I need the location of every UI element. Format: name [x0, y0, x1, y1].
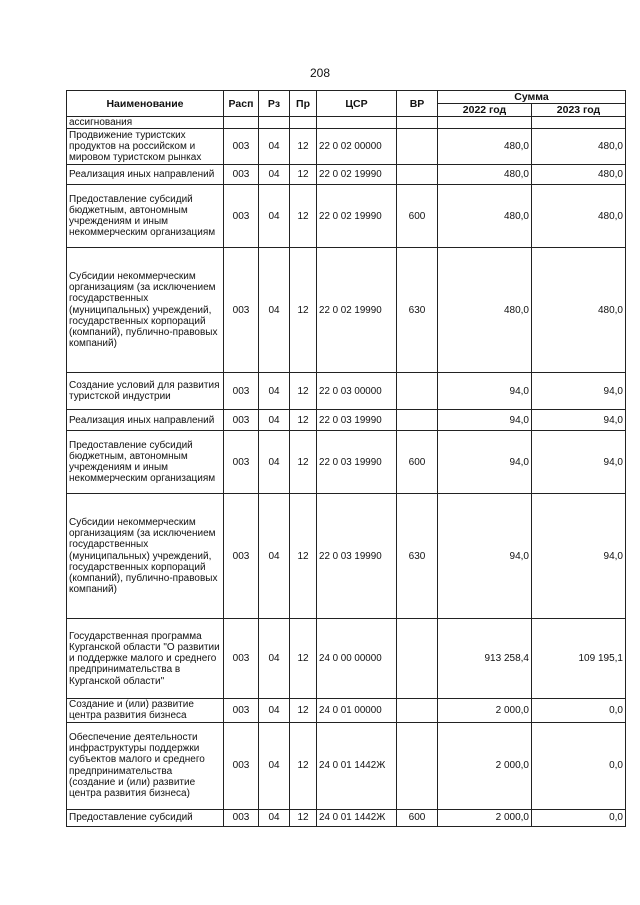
table-header-row — [67, 91, 626, 104]
cell-vr — [397, 129, 438, 165]
cell-sum-2023: 0,0 — [532, 722, 626, 809]
cell-sum-2022: 2 000,0 — [438, 722, 532, 809]
cell-pr: 12 — [290, 129, 317, 165]
cell-name: Предоставление субсидий бюджетным, автономным учреждениям и иным некоммерческим организациям — [67, 431, 224, 494]
cell-vr: 600 — [397, 809, 438, 826]
cell-name: Предоставление субсидий бюджетным, автономным учреждениям и иным некоммерческим организациям — [67, 185, 224, 248]
table-row — [67, 722, 626, 809]
cell-sum-2022: 480,0 — [438, 129, 532, 165]
table-row — [67, 619, 626, 699]
cell-sum-2023: 480,0 — [532, 185, 626, 248]
cell-rasp: 003 — [224, 129, 259, 165]
cell-rz: 04 — [259, 722, 290, 809]
header-pr: Пр — [290, 91, 317, 117]
cell-vr: 630 — [397, 494, 438, 619]
cell-rz: 04 — [259, 619, 290, 699]
cell-rasp: 003 — [224, 431, 259, 494]
header-year-2023: 2023 год — [532, 104, 626, 117]
cell-vr — [397, 619, 438, 699]
cell-rz: 04 — [259, 165, 290, 185]
cell-vr — [397, 699, 438, 722]
cell-csr: 22 0 03 19990 — [317, 431, 397, 494]
cell-sum-2023: 0,0 — [532, 699, 626, 722]
cell-rasp — [224, 117, 259, 129]
cell-csr: 22 0 03 19990 — [317, 410, 397, 431]
cell-name: Создание и (или) развитие центра развития бизнеса — [67, 699, 224, 722]
cell-sum-2022: 94,0 — [438, 431, 532, 494]
cell-rz: 04 — [259, 248, 290, 373]
cell-vr — [397, 165, 438, 185]
cell-csr: 22 0 02 19990 — [317, 185, 397, 248]
cell-sum-2023: 94,0 — [532, 494, 626, 619]
cell-pr: 12 — [290, 248, 317, 373]
cell-sum-2023: 109 195,1 — [532, 619, 626, 699]
cell-pr: 12 — [290, 619, 317, 699]
header-vr: ВР — [397, 91, 438, 117]
cell-rasp: 003 — [224, 410, 259, 431]
cell-rasp: 003 — [224, 373, 259, 410]
table-row — [67, 410, 626, 431]
header-rasp: Расп — [224, 91, 259, 117]
table-row — [67, 185, 626, 248]
cell-sum-2022: 480,0 — [438, 185, 532, 248]
cell-rasp: 003 — [224, 699, 259, 722]
cell-csr: 22 0 02 00000 — [317, 129, 397, 165]
cell-sum-2022: 480,0 — [438, 248, 532, 373]
cell-csr: 22 0 03 00000 — [317, 373, 397, 410]
cell-sum-2023: 480,0 — [532, 129, 626, 165]
table-row — [67, 248, 626, 373]
cell-pr: 12 — [290, 165, 317, 185]
header-name: Наименование — [67, 91, 224, 117]
cell-rz — [259, 117, 290, 129]
cell-sum-2023: 94,0 — [532, 373, 626, 410]
cell-sum-2023: 480,0 — [532, 248, 626, 373]
cell-sum-2022: 94,0 — [438, 494, 532, 619]
cell-csr: 22 0 02 19990 — [317, 248, 397, 373]
header-csr: ЦСР — [317, 91, 397, 117]
cell-name: Создание условий для развития туристской индустрии — [67, 373, 224, 410]
cell-name: Предоставление субсидий — [67, 809, 224, 826]
cell-rasp: 003 — [224, 722, 259, 809]
table-row — [67, 809, 626, 826]
cell-sum-2023 — [532, 117, 626, 129]
cell-name: Государственная программа Курганской области "О развитии и поддержке малого и среднего предпринимательства в Курганской области" — [67, 619, 224, 699]
cell-name: Реализация иных направлений — [67, 410, 224, 431]
cell-name: Реализация иных направлений — [67, 165, 224, 185]
cell-rasp: 003 — [224, 248, 259, 373]
cell-vr — [397, 722, 438, 809]
table-row — [67, 373, 626, 410]
table-row — [67, 699, 626, 722]
cell-rz: 04 — [259, 373, 290, 410]
cell-rasp: 003 — [224, 809, 259, 826]
cell-sum-2023: 94,0 — [532, 410, 626, 431]
cell-vr — [397, 117, 438, 129]
cell-sum-2023: 0,0 — [532, 809, 626, 826]
cell-csr: 24 0 01 00000 — [317, 699, 397, 722]
table-row — [67, 494, 626, 619]
cell-sum-2022 — [438, 117, 532, 129]
cell-name: Продвижение туристских продуктов на российском и мировом туристском рынках — [67, 129, 224, 165]
cell-sum-2022: 913 258,4 — [438, 619, 532, 699]
cell-vr: 600 — [397, 431, 438, 494]
cell-vr — [397, 373, 438, 410]
cell-sum-2022: 94,0 — [438, 410, 532, 431]
cell-sum-2022: 480,0 — [438, 165, 532, 185]
cell-rasp: 003 — [224, 165, 259, 185]
cell-csr — [317, 117, 397, 129]
cell-name: Субсидии некоммерческим организациям (за исключением государственных (муниципальных) учреждений, государственных корпораций (компаний), публично-правовых компаний) — [67, 494, 224, 619]
cell-name: Обеспечение деятельности инфраструктуры поддержки субъектов малого и среднего предпринимательства (создание и (или) развитие центра развития бизнеса) — [67, 722, 224, 809]
cell-rz: 04 — [259, 129, 290, 165]
table-row — [67, 117, 626, 129]
cell-rasp: 003 — [224, 619, 259, 699]
cell-csr: 24 0 01 1442Ж — [317, 809, 397, 826]
cell-pr: 12 — [290, 494, 317, 619]
cell-name: Субсидии некоммерческим организациям (за исключением государственных (муниципальных) учреждений, государственных корпораций (компаний), публично-правовых компаний) — [67, 248, 224, 373]
cell-rasp: 003 — [224, 494, 259, 619]
cell-csr: 22 0 02 19990 — [317, 165, 397, 185]
cell-rz: 04 — [259, 809, 290, 826]
cell-rz: 04 — [259, 410, 290, 431]
cell-pr: 12 — [290, 373, 317, 410]
cell-sum-2022: 94,0 — [438, 373, 532, 410]
cell-vr — [397, 410, 438, 431]
header-year-2022: 2022 год — [438, 104, 532, 117]
cell-pr — [290, 117, 317, 129]
budget-table — [66, 90, 626, 827]
cell-pr: 12 — [290, 809, 317, 826]
cell-rz: 04 — [259, 494, 290, 619]
cell-pr: 12 — [290, 699, 317, 722]
cell-rz: 04 — [259, 431, 290, 494]
cell-vr: 600 — [397, 185, 438, 248]
table-row — [67, 129, 626, 165]
cell-sum-2023: 480,0 — [532, 165, 626, 185]
cell-csr: 24 0 01 1442Ж — [317, 722, 397, 809]
cell-sum-2023: 94,0 — [532, 431, 626, 494]
header-sum: Сумма — [438, 91, 626, 104]
cell-rasp: 003 — [224, 185, 259, 248]
cell-vr: 630 — [397, 248, 438, 373]
cell-csr: 24 0 00 00000 — [317, 619, 397, 699]
cell-pr: 12 — [290, 722, 317, 809]
page-number: 208 — [309, 66, 331, 80]
cell-name: ассигнования — [67, 117, 224, 129]
cell-pr: 12 — [290, 410, 317, 431]
cell-rz: 04 — [259, 699, 290, 722]
cell-pr: 12 — [290, 431, 317, 494]
cell-csr: 22 0 03 19990 — [317, 494, 397, 619]
table-row — [67, 431, 626, 494]
cell-rz: 04 — [259, 185, 290, 248]
table-row — [67, 165, 626, 185]
header-rz: Рз — [259, 91, 290, 117]
cell-pr: 12 — [290, 185, 317, 248]
cell-sum-2022: 2 000,0 — [438, 809, 532, 826]
cell-sum-2022: 2 000,0 — [438, 699, 532, 722]
